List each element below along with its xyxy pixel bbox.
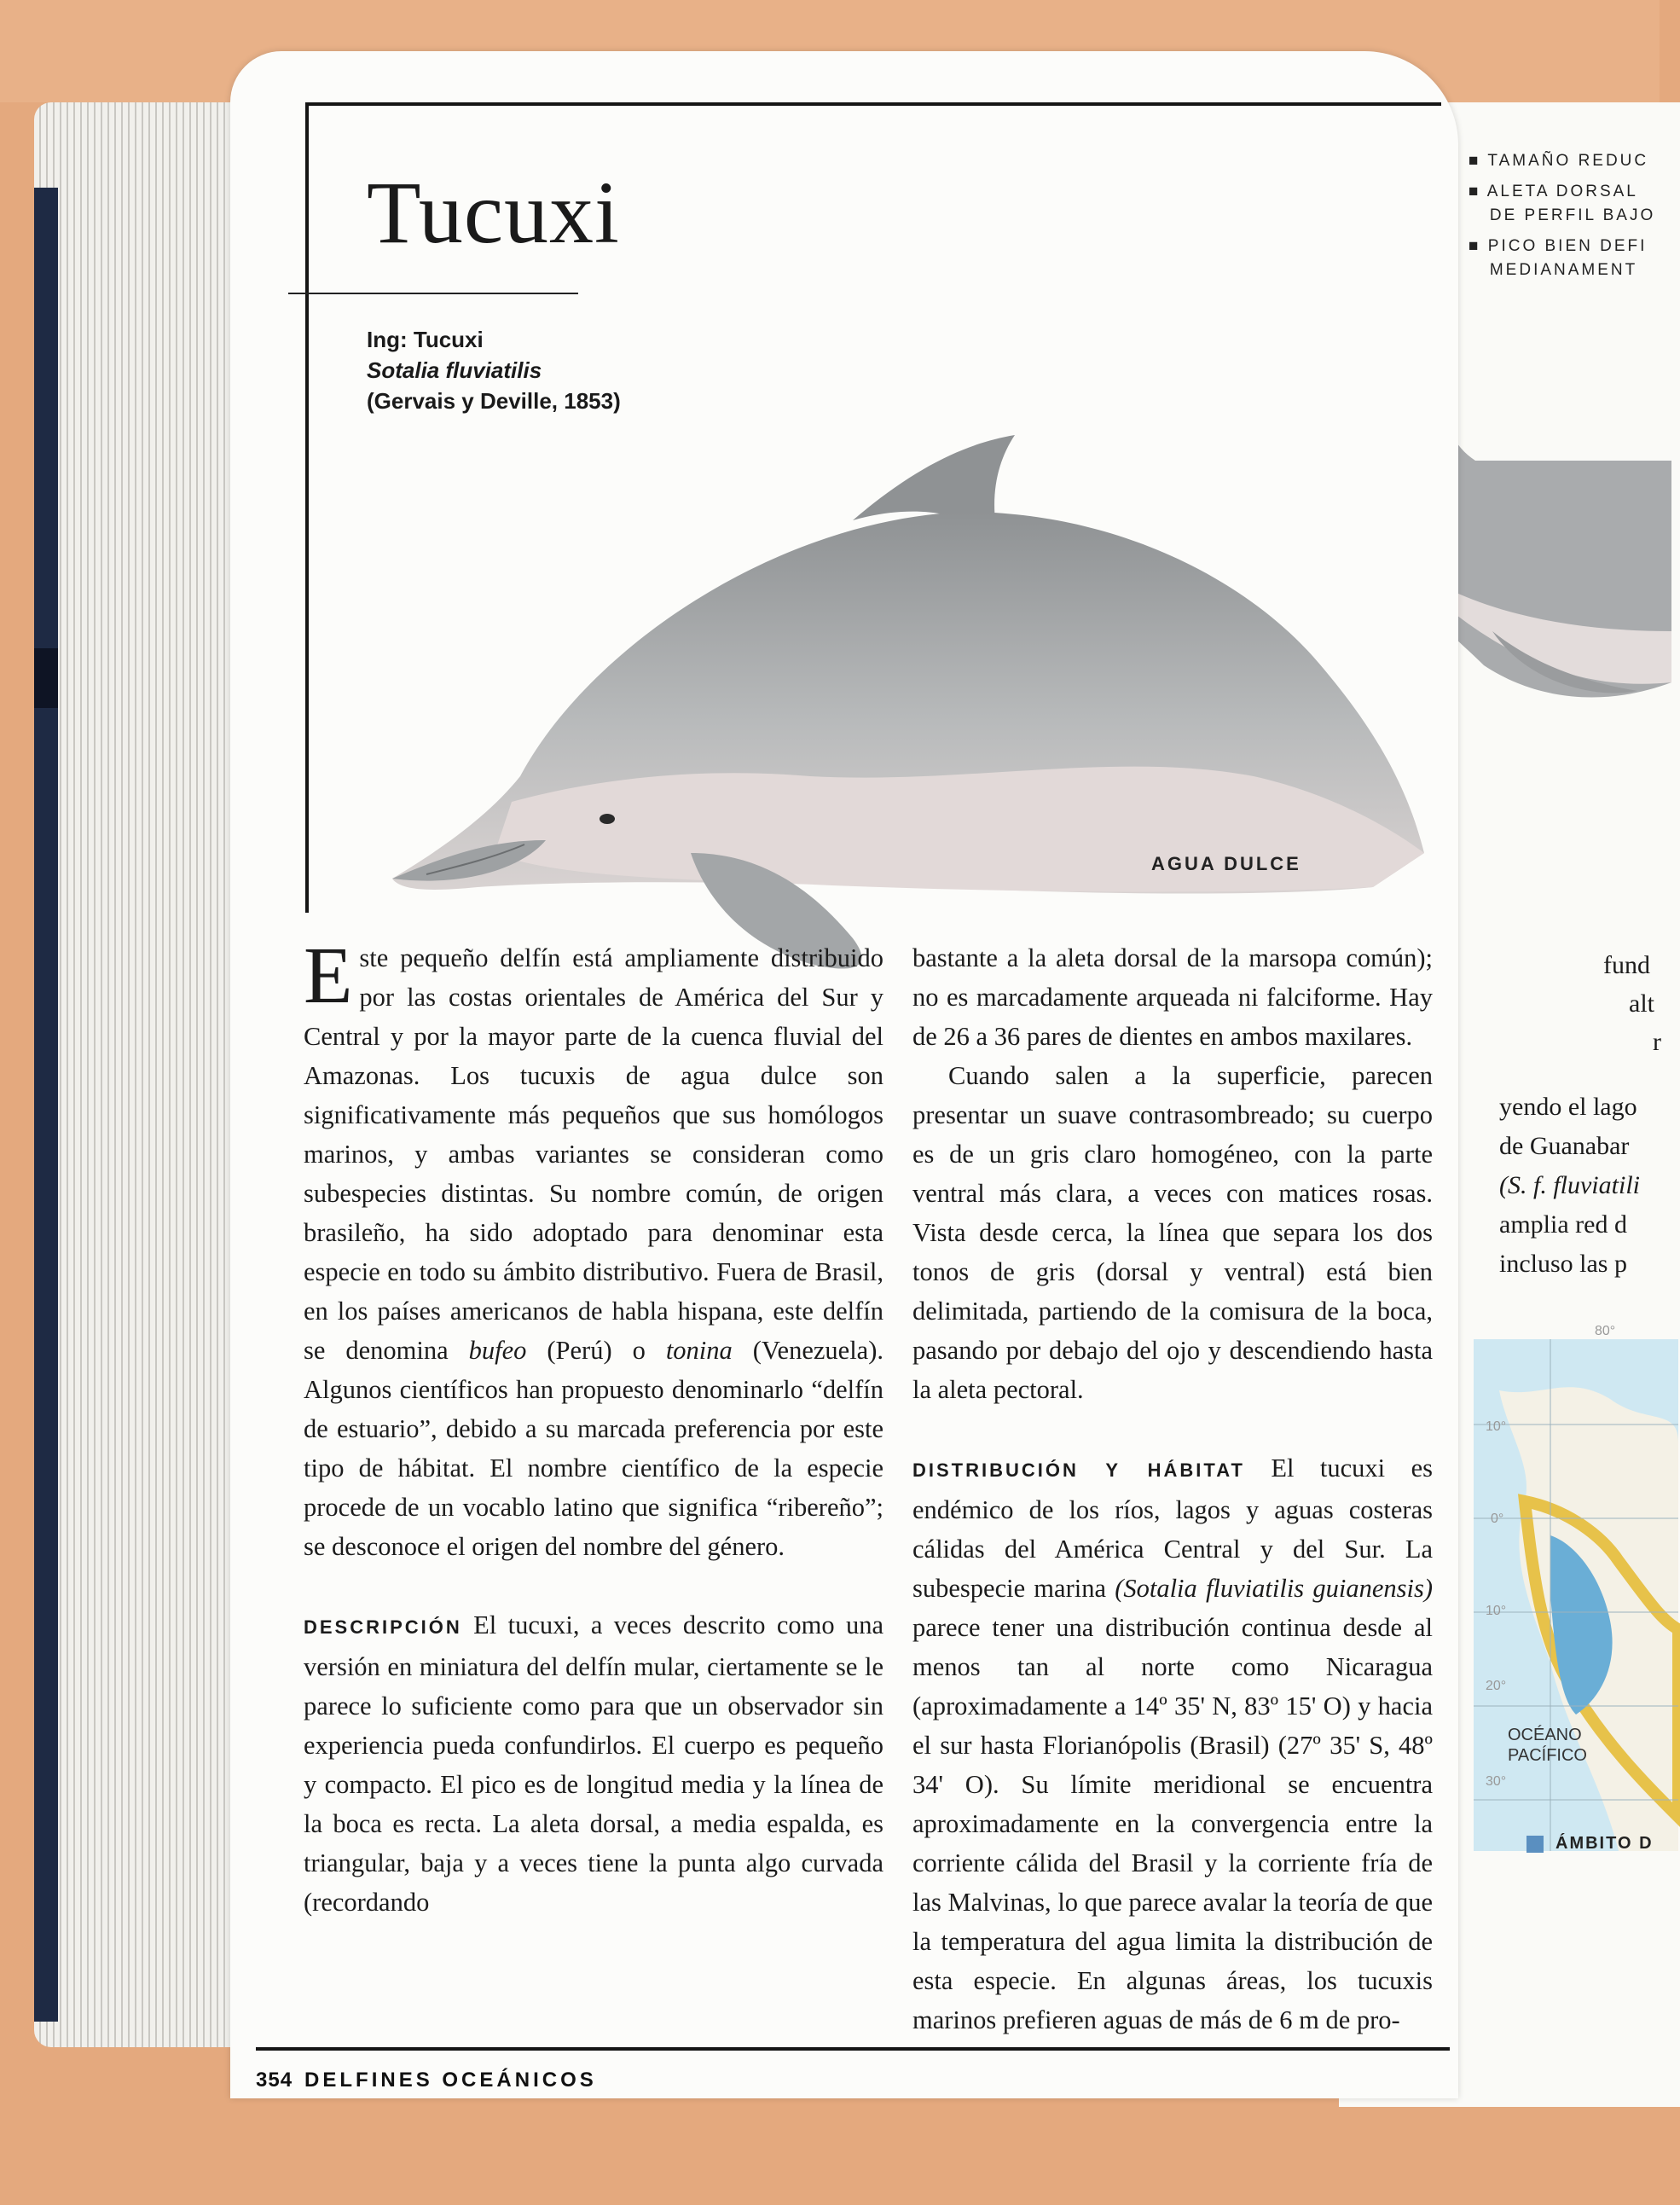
english-name: Ing: Tucuxi bbox=[367, 327, 484, 352]
dolphin-eye-icon bbox=[600, 814, 615, 824]
map-latitude-label: 30° bbox=[1486, 1774, 1507, 1789]
text-fragment: alt bbox=[1629, 989, 1654, 1018]
section-name: DELFINES OCEÁNICOS bbox=[304, 2069, 597, 2092]
map-legend-label: ÁMBITO D bbox=[1555, 1834, 1654, 1853]
tucuxi-illustration bbox=[264, 375, 1458, 989]
feature-item: ■ ALETA DORSAL DE PERFIL BAJO bbox=[1469, 183, 1656, 224]
map-latitude-label: 10° bbox=[1486, 1419, 1507, 1434]
page-rule bbox=[307, 102, 1441, 106]
feature-item: ■ PICO BIEN DEFI MEDIANAMENT bbox=[1469, 237, 1648, 279]
illustration-caption: AGUA DULCE bbox=[1151, 853, 1301, 874]
facing-text-line: de Guanabar bbox=[1499, 1132, 1630, 1160]
facing-text-line: yendo el lago bbox=[1499, 1093, 1637, 1121]
ocean-label: OCÉANO bbox=[1508, 1726, 1582, 1744]
drop-cap: E bbox=[304, 931, 353, 1020]
text-fragment: fund bbox=[1603, 951, 1650, 979]
text-fragment: r bbox=[1653, 1028, 1661, 1056]
facing-text-line: incluso las p bbox=[1499, 1250, 1627, 1278]
page-number: 354 bbox=[256, 2069, 293, 2092]
facing-text-line: amplia red d bbox=[1499, 1210, 1627, 1239]
description-paragraph: DESCRIPCIÓN El tucuxi, a veces descrito como una versión en miniatura del delfín mular, ciertamente se le parece lo suficiente como para que un observador sin experiencia pueda confundirlos. El cuerpo es pequeño y compacto. El pico es de longitud media y la línea de la boca es recta. La aleta dorsal, a media espalda, es triangular, baja y a veces tiene la punta algo curvada (recordando bbox=[304, 1610, 883, 1917]
ocean-label: PACÍFICO bbox=[1508, 1746, 1587, 1765]
coloration-paragraph: Cuando salen a la superficie, parecen presentar un suave contrasombreado; su cuerpo es de un gris claro homogéneo, con la parte ventral más clara, a veces con matices rosas. Vista desde cerca, la línea que separa los dos tonos de gris (dorsal y ventral) está bien delimitada, partiendo de la comisura de la boca, pasando por debajo del ojo y descendiendo hasta la aleta pectoral. bbox=[912, 1061, 1433, 1404]
book-spine bbox=[34, 188, 58, 2022]
scientific-name: Sotalia fluviatilis bbox=[367, 357, 542, 383]
legend-swatch-icon bbox=[1526, 1836, 1544, 1853]
feature-list bbox=[1469, 149, 1655, 289]
map-longitude-label: 80° bbox=[1595, 1324, 1616, 1338]
map-latitude-label: 10° bbox=[1486, 1604, 1507, 1618]
text-column-1 bbox=[304, 931, 883, 1922]
page-edges bbox=[34, 102, 247, 2047]
map-legend bbox=[1526, 1834, 1654, 1854]
text-column-2 bbox=[912, 938, 1433, 2040]
feature-item: ■ TAMAÑO REDUC bbox=[1469, 152, 1649, 170]
page-folio bbox=[256, 2069, 597, 2092]
page-title: Tucuxi bbox=[367, 164, 620, 262]
section-heading: DESCRIPCIÓN bbox=[304, 1616, 462, 1638]
map-latitude-label: 0° bbox=[1491, 1512, 1504, 1526]
facing-text bbox=[1499, 1088, 1640, 1284]
intro-paragraph: Este pequeño delfín está ampliamente distribuido por las costas orientales de América del Sur y Central y por la mayor parte de la cuenca fluvial del Amazonas. Los tucuxis de agua dulce son significativamente más pequeños que sus homólogos marinos, y ambas variantes se consideran como subespecies distintas. Su nombre común, de origen brasileño, ha sido adoptado para denominar esta especie en todo su ámbito distributivo. Fuera de Brasil, en los países americanos de habla hispana, este delfín se denomina bufeo (Perú) o tonina (Venezuela). Algunos científicos han propuesto denominarlo “delfín de estuario”, debido a su marcada preferencia por este tipo de hábitat. El nombre científico de la especie procede de un vocablo latino que significa “ribereño”; se desconoce el origen del nombre del género. bbox=[304, 931, 883, 1561]
distribution-paragraph: DISTRIBUCIÓN Y HÁBITAT El tucuxi es endémico de los ríos, lagos y aguas costeras cálidas del América Central y del Sur. La subespecie marina (Sotalia fluviatilis guianensis) parece tener una distribución continua desde al menos tan al norte como Nicaragua (aproximadamente a 14º 35' N, 83º 15' O) y hacia el sur hasta Florianópolis (Brasil) (27º 35' S, 48º 34' O). Su límite meridional se encuentra aproximadamente en la convergencia entre la corriente cálida del Brasil y la corriente fría de las Malvinas, lo que parece avalar la teoría de que la temperatura del agua limita la distribución de esta especie. En algunas áreas, los tucuxis marinos prefieren aguas de más de 6 m de pro- bbox=[912, 1454, 1434, 2034]
continuation-paragraph: bastante a la aleta dorsal de la marsopa común); no es marcadamente arqueada ni falciforme. Hay de 26 a 36 pares de dientes en ambos maxilares. bbox=[912, 943, 1433, 1051]
title-rule bbox=[288, 293, 578, 294]
section-heading: DISTRIBUCIÓN Y HÁBITAT bbox=[912, 1459, 1245, 1481]
facing-text-line: (S. f. fluviatili bbox=[1499, 1171, 1640, 1199]
species-authority: (Gervais y Deville, 1853) bbox=[367, 388, 621, 414]
spine-band bbox=[34, 648, 58, 708]
book-page bbox=[230, 51, 1458, 2098]
page-rule bbox=[256, 2047, 1450, 2051]
map-latitude-label: 20° bbox=[1486, 1679, 1507, 1693]
